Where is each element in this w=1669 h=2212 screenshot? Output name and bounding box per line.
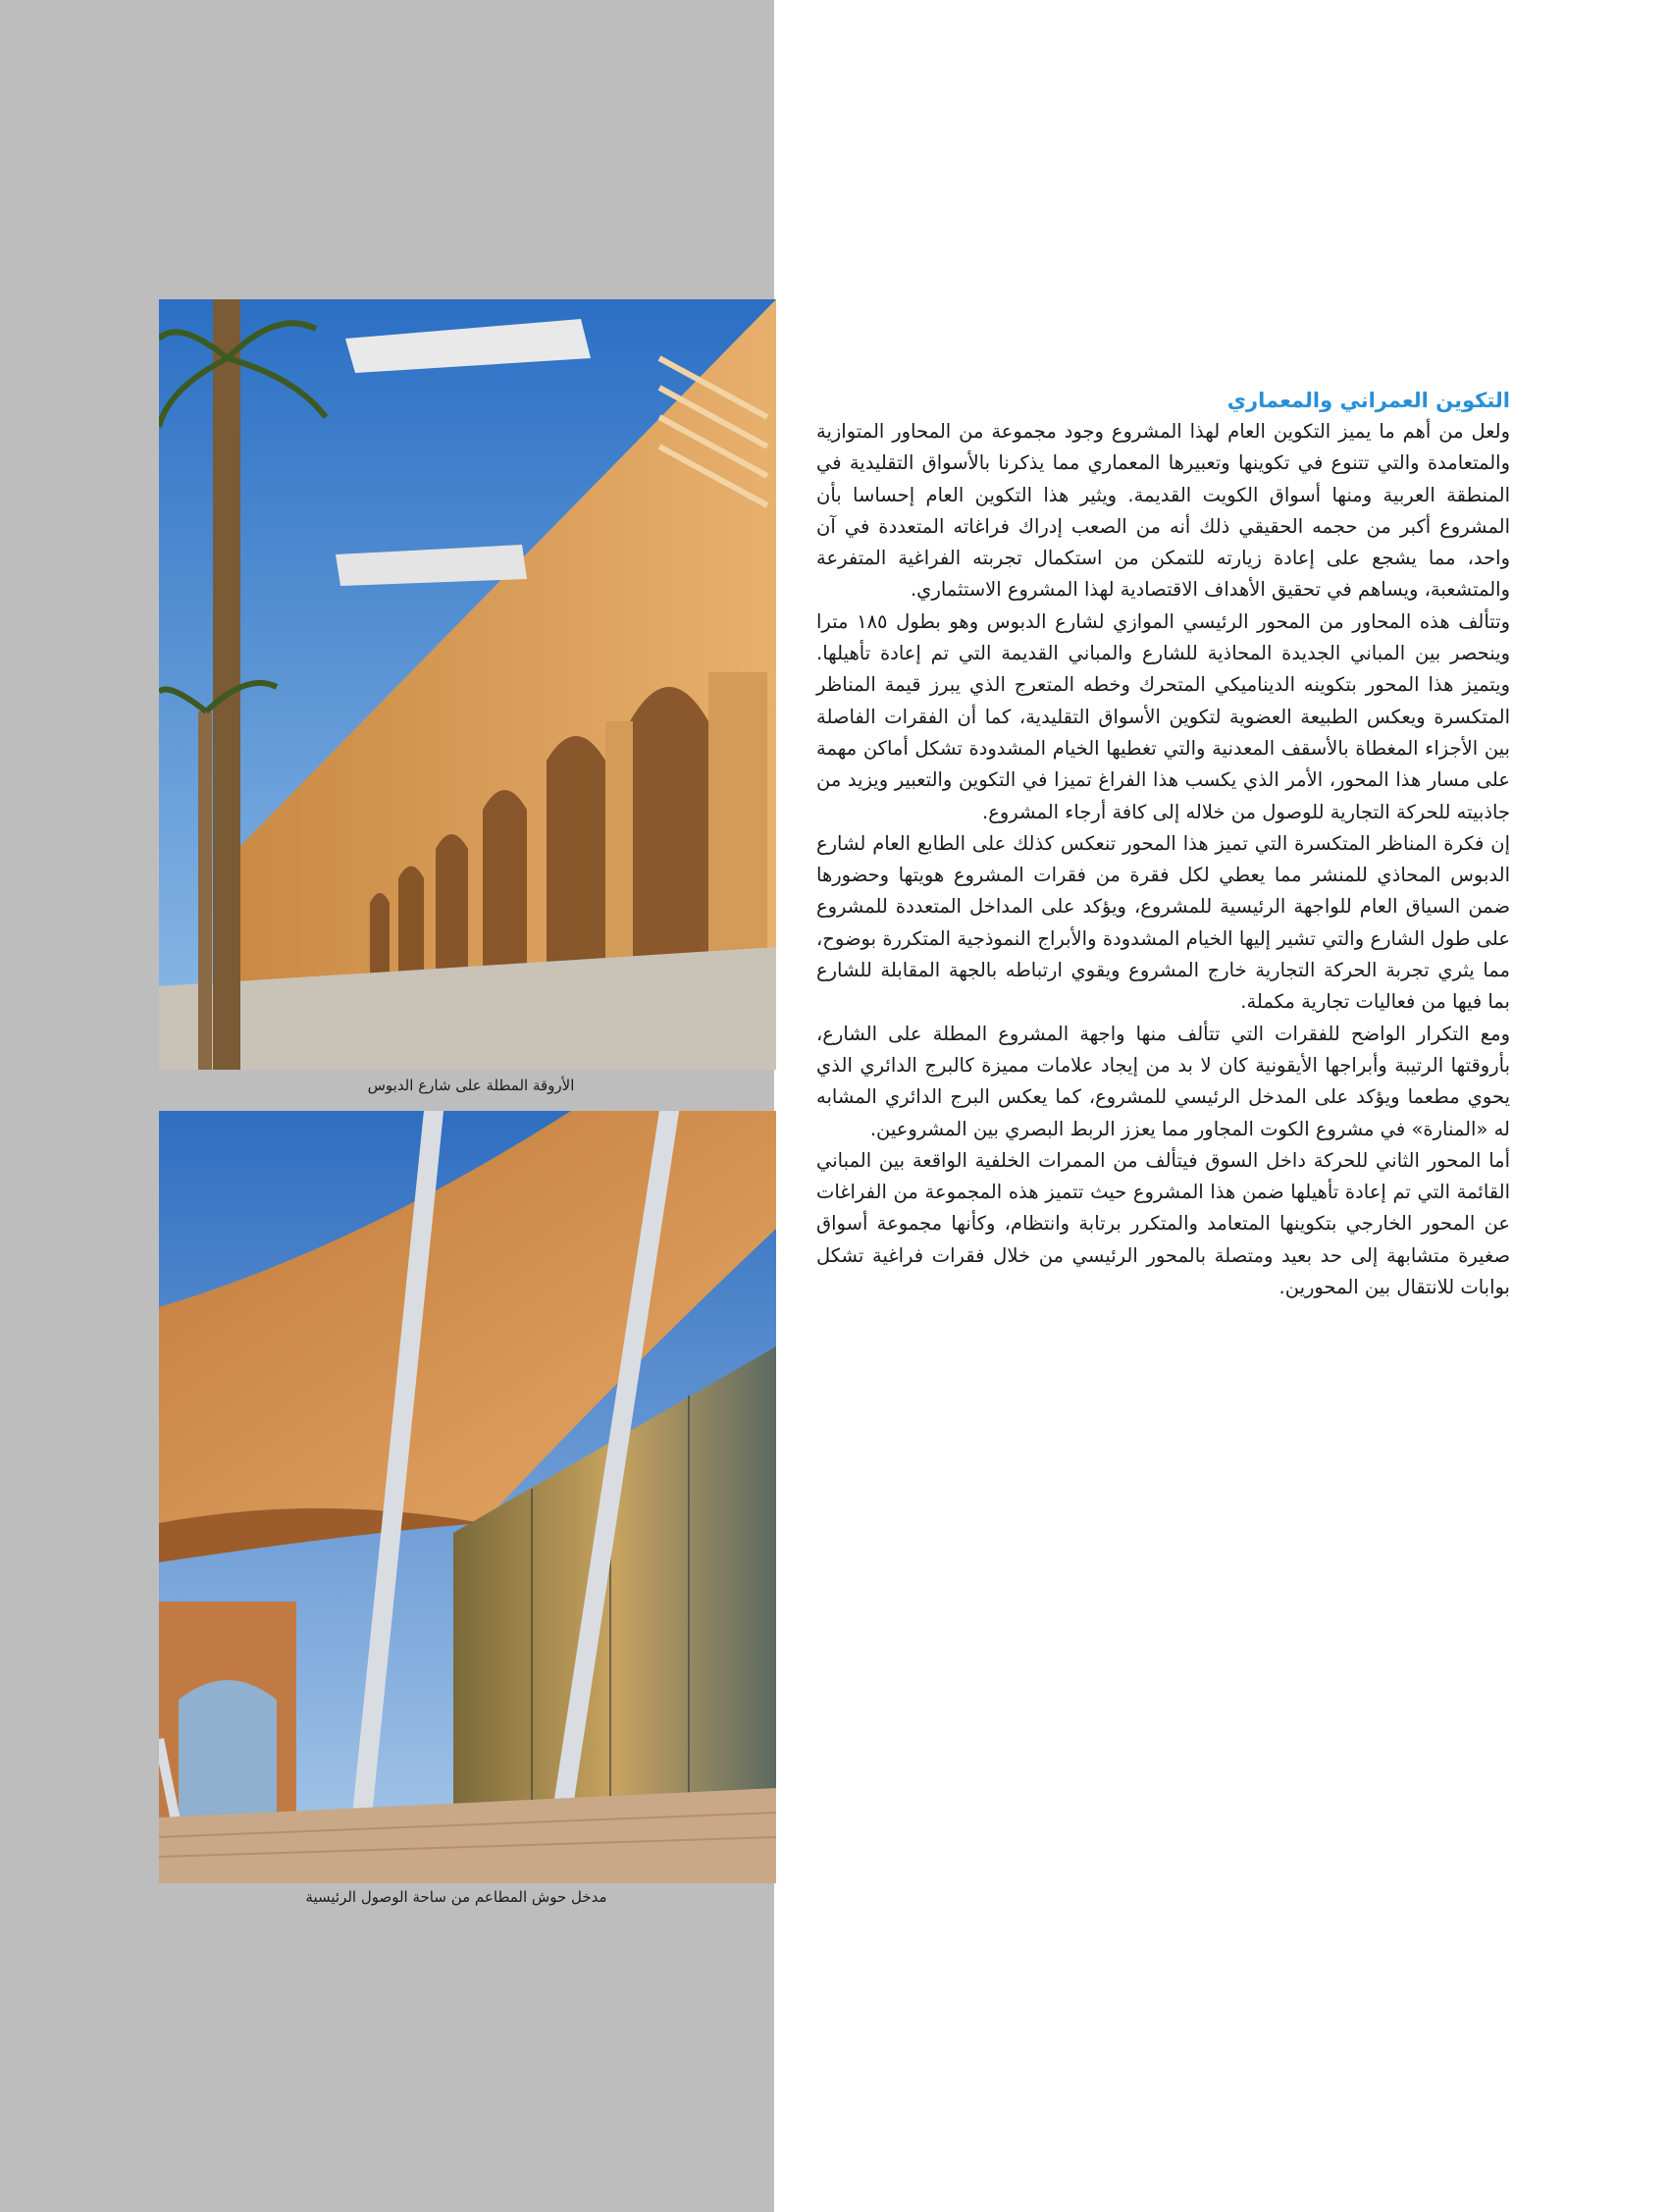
- paragraph-2: وتتألف هذه المحاور من المحور الرئيسي الموازي لشارع الدبوس وهو بطول ١٨٥ مترا وينحصر بين المباني الجديدة المحاذية للشارع والمباني القديمة التي تم إعادة تأهيلها. ويتميز هذا المحور بتكوينه الديناميكي المتحرك وخطه المتعرج الذي يبرز قيمة المناظر المتكسرة ويعكس الطبيعة العضوية لتكوين الأسواق التقليدية، كما أن الفقرات الفاصلة بين الأجزاء المغطاة بالأسقف المعدنية والتي تغطيها الخيام المشدودة تشكل أماكن مهمة على مسار هذا المحور، الأمر الذي يكسب هذا الفراغ تميزا في التكوين والتعبير ويزيد من جاذبيته للحركة التجارية للوصول من خلاله إلى كافة أرجاء المشروع.: [816, 609, 1510, 823]
- arcade-photo: [159, 299, 776, 1070]
- article-body: [816, 385, 1510, 1303]
- paragraph-5: أما المحور الثاني للحركة داخل السوق فيتألف من الممرات الخلفية الواقعة بين المباني القائمة التي تم إعادة تأهيلها ضمن هذا المشروع حيث تتميز هذه المجموعة من الفراغات عن المحور الخارجي بتكوينها المتعامد والمتكرر برتابة وانتظام، وكأنها مجموعة أسواق صغيرة متشابهة إلى حد بعيد ومتصلة بالمحور الرئيسي من خلال فقرات فراغية تشكل بوابات للانتقال بين المحورين.: [816, 1148, 1510, 1299]
- paragraph-4: ومع التكرار الواضح للفقرات التي تتألف منها واجهة المشروع المطلة على الشارع، بأروقتها الرتيبة وأبراجها الأيقونية كان لا بد من إيجاد علامات مميزة كالبرج الدائري الذي يحوي مطعما ويؤكد على المدخل الرئيسي للمشروع، كما يعكس البرج الدائري المشابه له «المنارة» في مشروع الكوت المجاور مما يعزز الربط البصري بين المشروعين.: [816, 1022, 1510, 1140]
- paragraph-1: ولعل من أهم ما يميز التكوين العام لهذا المشروع وجود مجموعة من المحاور المتوازية والمتعامدة والتي تتنوع في تكوينها وتعبيرها المعماري مما يذكرنا بالأسواق التقليدية في المنطقة العربية ومنها أسواق الكويت القديمة. ويثير هذا التكوين العام إحساسا بأن المشروع أكبر من حجمه الحقيقي ذلك أنه من الصعب إدراك فراغاته المتعددة في آن واحد، مما يشجع على إعادة زيارته للتمكن من استكمال تجربته الفراغية المتفرعة والمتشعبة، ويساهم في تحقيق الأهداف الاقتصادية لهذا المشروع الاستثماري.: [816, 420, 1510, 602]
- arcade-photo-caption: الأروقة المطلة على شارع الدبوس: [367, 1077, 575, 1094]
- tent-entrance-photo-caption: مدخل حوش المطاعم من ساحة الوصول الرئيسية: [305, 1888, 607, 1906]
- article-heading: التكوين العمراني والمعماري: [1226, 389, 1510, 412]
- paragraph-3: إن فكرة المناظر المتكسرة التي تميز هذا المحور تنعكس كذلك على الطابع العام لشارع الدبوس المحاذي للمنشر مما يعطي لكل فقرة من فقرات المشروع هويتها وحضورها ضمن السياق العام للواجهة الرئيسية للمشروع، ويؤكد على المداخل المتعددة للمشروع على طول الشارع والتي تشير إليها الخيام المشدودة والأبراج النموذجية المتكررة بوضوح، مما يثري تجربة الحركة التجارية خارج المشروع ويقوي ارتباطه بالجهة المقابلة للشارع بما فيها من فعاليات تجارية مكملة.: [816, 831, 1510, 1014]
- tent-entrance-photo: [159, 1111, 776, 1883]
